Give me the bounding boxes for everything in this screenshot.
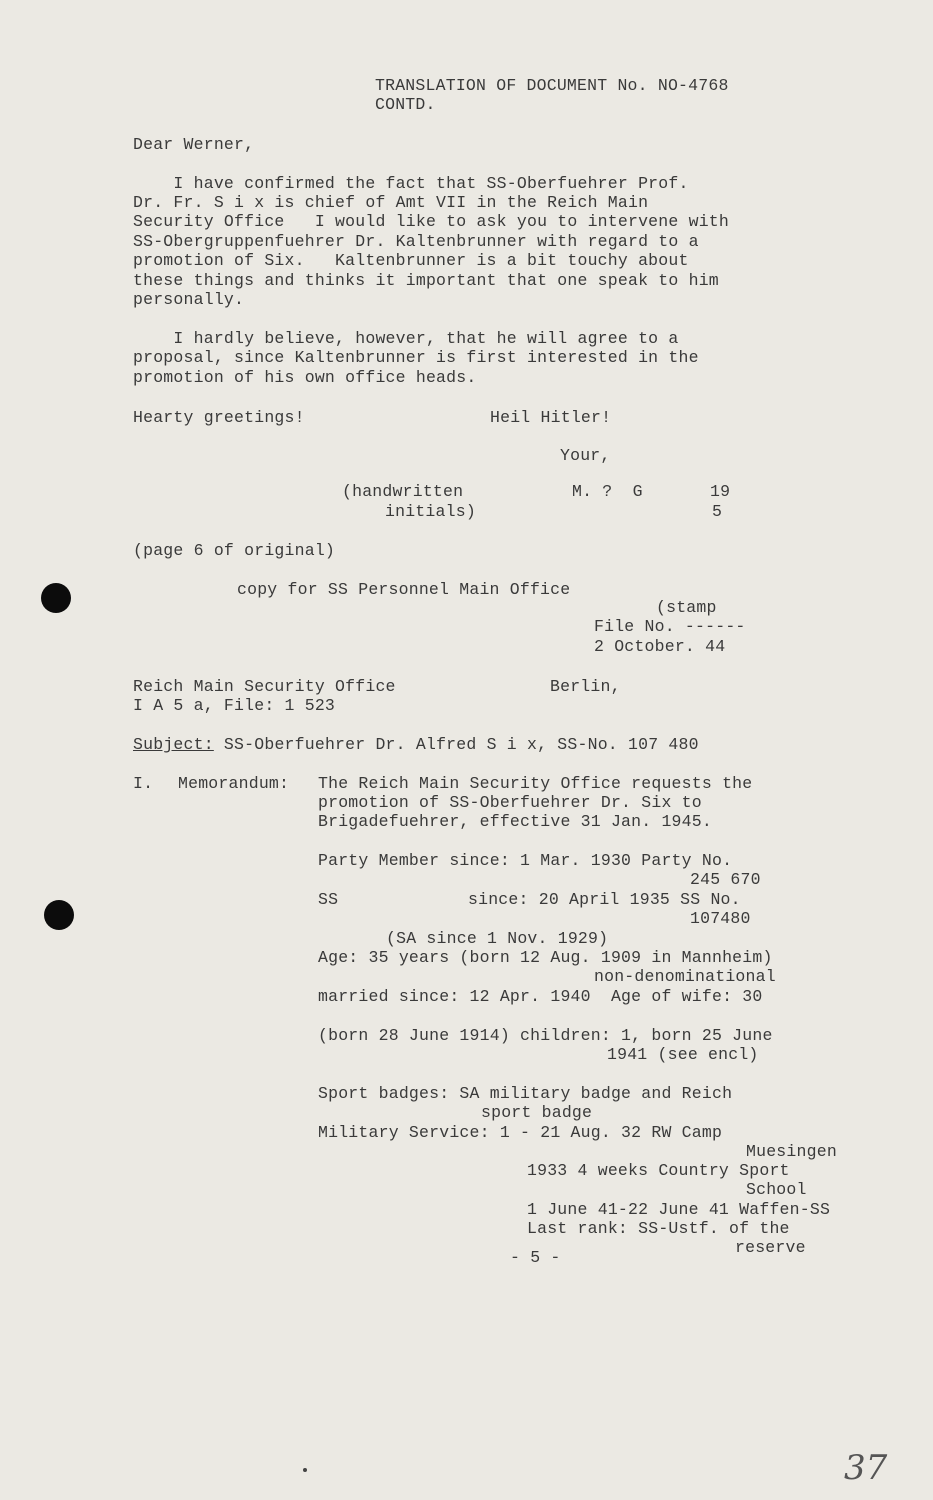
ss-since: since: 20 April 1935 SS No. xyxy=(468,890,741,909)
punch-hole-top xyxy=(41,583,71,613)
ss-number: 107480 xyxy=(690,909,751,928)
para1-line: SS-Obergruppenfuehrer Dr. Kaltenbrunner with regard to a xyxy=(133,232,699,251)
doc-contd: CONTD. xyxy=(375,95,436,114)
military-service-2: Muesingen xyxy=(746,1142,837,1161)
denomination: non-denominational xyxy=(594,967,776,986)
memo-number: I. xyxy=(133,774,154,793)
heil: Heil Hitler! xyxy=(490,408,612,427)
last-rank-2: reserve xyxy=(735,1238,806,1257)
memo-line: promotion of SS-Oberfuehrer Dr. Six to xyxy=(318,793,702,812)
party-member: Party Member since: 1 Mar. 1930 Party No. xyxy=(318,851,733,870)
handwritten-page-number: 37 xyxy=(844,1448,888,1488)
page-number: - 5 - xyxy=(510,1248,561,1267)
para1-line: Security Office I would like to ask you to intervene with xyxy=(133,212,729,231)
military-service-4: School xyxy=(746,1180,807,1199)
doc-title: TRANSLATION OF DOCUMENT No. NO-4768 xyxy=(375,76,729,95)
memo-label: Memorandum: xyxy=(178,774,290,793)
initials-num-5: 5 xyxy=(712,502,723,521)
para1-line: these things and thinks it important that one speak to him xyxy=(133,271,719,290)
salutation: Dear Werner, xyxy=(133,135,255,154)
para1-line: personally. xyxy=(133,290,245,309)
party-number: 245 670 xyxy=(690,870,761,889)
initials-num-19: 19 xyxy=(710,482,731,501)
memo-line: Brigadefuehrer, effective 31 Jan. 1945. xyxy=(318,812,712,831)
greeting: Hearty greetings! xyxy=(133,408,305,427)
military-service-5: 1 June 41-22 June 41 Waffen-SS xyxy=(527,1200,831,1219)
punch-hole-bottom xyxy=(44,900,74,930)
para2-line: I hardly believe, however, that he will agree to a xyxy=(133,329,679,348)
sender-office: Reich Main Security Office xyxy=(133,677,396,696)
subject-text: SS-Oberfuehrer Dr. Alfred S i x, SS-No. 107 480 xyxy=(213,735,699,754)
speck xyxy=(303,1468,307,1472)
para2-line: promotion of his own office heads. xyxy=(133,368,477,387)
para1-line: promotion of Six. Kaltenbrunner is a bit touchy about xyxy=(133,251,689,270)
military-service-3: 1933 4 weeks Country Sport xyxy=(527,1161,790,1180)
age: Age: 35 years (born 12 Aug. 1909 in Mannheim) xyxy=(318,948,773,967)
memo-line: The Reich Main Security Office requests the xyxy=(318,774,753,793)
closing-your: Your, xyxy=(560,446,611,465)
military-service: Military Service: 1 - 21 Aug. 32 RW Camp xyxy=(318,1123,723,1142)
stamp-date: 2 October. 44 xyxy=(594,637,726,656)
handwritten-note-1: (handwritten xyxy=(342,482,464,501)
sender-file: I A 5 a, File: 1 523 xyxy=(133,696,336,715)
last-rank: Last rank: SS-Ustf. of the xyxy=(527,1219,790,1238)
married: married since: 12 Apr. 1940 Age of wife: 30 xyxy=(318,987,763,1006)
wife-born: (born 28 June 1914) children: 1, born 25 June xyxy=(318,1026,773,1045)
sender-place: Berlin, xyxy=(550,677,621,696)
subject-label: Subject: xyxy=(133,735,214,754)
ss-label: SS xyxy=(318,890,339,909)
sport-badges-2: sport badge xyxy=(481,1103,593,1122)
para1-line: I have confirmed the fact that SS-Oberfuehrer Prof. xyxy=(133,174,689,193)
copy-line: copy for SS Personnel Main Office xyxy=(237,580,571,599)
page-note: (page 6 of original) xyxy=(133,541,336,560)
stamp-file-no: File No. ------ xyxy=(594,617,746,636)
para1-line: Dr. Fr. S i x is chief of Amt VII in the Reich Main xyxy=(133,193,649,212)
sa-since: (SA since 1 Nov. 1929) xyxy=(386,929,609,948)
child-born: 1941 (see encl) xyxy=(607,1045,759,1064)
subject-line xyxy=(133,735,699,755)
initials: M. ? G xyxy=(572,482,643,501)
stamp-line-1: (stamp xyxy=(656,598,717,617)
handwritten-note-2: initials) xyxy=(385,502,476,521)
sport-badges: Sport badges: SA military badge and Reich xyxy=(318,1084,733,1103)
para2-line: proposal, since Kaltenbrunner is first interested in the xyxy=(133,348,699,367)
